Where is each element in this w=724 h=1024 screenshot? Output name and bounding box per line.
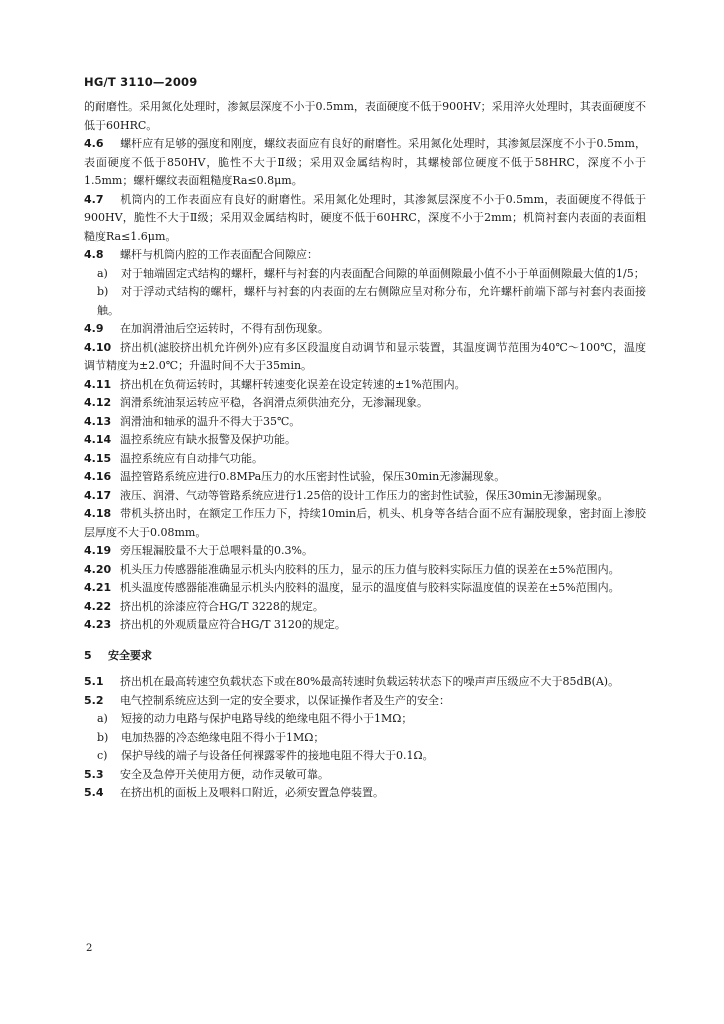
clause-number: 5.4 <box>84 786 104 799</box>
clause-number: 4.15 <box>84 451 112 465</box>
clause-number: 4.22 <box>84 599 112 613</box>
clause-text: 在加润滑油后空运转时，不得有刮伤现象。 <box>120 322 329 335</box>
clause-text: 螺杆与机筒内腔的工作表面配合间隙应： <box>120 248 318 261</box>
clause-text: 机头温度传感器能准确显示机头内胶料的温度，显示的温度值与胶料实际温度值的误差在±5%范围内。 <box>120 581 620 594</box>
list-item <box>84 747 646 766</box>
list-item-label: a) <box>97 712 108 725</box>
clause-number: 4.13 <box>84 414 112 428</box>
clause-number: 4.14 <box>84 433 112 446</box>
document-body <box>84 98 646 803</box>
list-item-label: b) <box>97 285 109 298</box>
clause-number: 4.23 <box>84 618 112 631</box>
clause-text: 润滑油和轴承的温升不得大于35℃。 <box>120 414 301 428</box>
clause-text: 挤出机的涂漆应符合HG/T 3228的规定。 <box>120 599 324 613</box>
clause-number: 4.11 <box>84 377 112 391</box>
section-number: 5 <box>84 648 92 662</box>
clause-text: 温控管路系统应进行0.8MPa压力的水压密封性试验，保压30min无渗漏现象。 <box>120 470 506 483</box>
clause-number: 4.17 <box>84 488 112 502</box>
clause-item <box>84 542 646 561</box>
clause-item <box>84 616 646 635</box>
clause-text: 液压、润滑、气动等管路系统应进行1.25倍的设计工作压力的密封性试验，保压30min无渗漏现象。 <box>120 488 609 502</box>
clause-item <box>84 468 646 487</box>
clause-text: 螺杆应有足够的强度和刚度，螺纹表面应有良好的耐磨性。采用氮化处理时，其渗氮层深度不小于0.5mm，表面硬度不低于850HV，脆性不大于Ⅱ级；采用双金属结构时，其螺棱部位硬度不低于58HRC，深度不小于1.5mm；螺杆螺纹表面粗糙度Ra≤0.8μm。 <box>84 137 646 187</box>
clause-item <box>84 598 646 617</box>
paragraph-continuation: 的耐磨性。采用氮化处理时，渗氮层深度不小于0.5mm，表面硬度不低于900HV；采用淬火处理时，其表面硬度不低于60HRC。 <box>84 100 646 132</box>
clause-item <box>84 579 646 598</box>
clause-number: 4.16 <box>84 470 112 483</box>
clause-number: 4.20 <box>84 562 112 576</box>
list-item-text: 对于浮动式结构的螺杆，螺杆与衬套的内表面的左右侧隙应呈对称分布，允许螺杆前端下部与衬套内表面接触。 <box>97 285 646 317</box>
clause-item <box>84 191 646 247</box>
clause-text: 旁压辊漏胶量不大于总喂料量的0.3%。 <box>120 544 313 557</box>
clause-text: 带机头挤出时，在额定工作压力下，持续10min后，机头、机身等各结合面不应有漏胶现象，密封面上渗胶层厚度不大于0.08mm。 <box>84 507 646 539</box>
clause-item <box>84 673 646 692</box>
clause-item <box>84 784 646 803</box>
clause-item <box>84 766 646 785</box>
clause-text: 机头压力传感器能准确显示机头内胶料的压力，显示的压力值与胶料实际压力值的误差在±5%范围内。 <box>120 562 620 576</box>
clause-item <box>84 246 646 265</box>
clause-item <box>84 431 646 450</box>
clause-number: 5.2 <box>84 693 104 707</box>
clause-number: 4.18 <box>84 507 112 520</box>
clause-text: 挤出机(滤胶挤出机允许例外)应有多区段温度自动调节和显示装置，其温度调节范围为40℃～100℃，温度调节精度为±2.0℃；升温时间不大于35min。 <box>84 340 646 372</box>
clause-number: 5.3 <box>84 767 104 781</box>
clause-number: 4.7 <box>84 192 104 206</box>
list-item-text: 对于轴端固定式结构的螺杆，螺杆与衬套的内表面配合间隙的单面侧隙最小值不小于单面侧隙最大值的1/5； <box>121 266 645 280</box>
list-item-label: b) <box>97 730 109 744</box>
clause-item <box>84 561 646 580</box>
clause-number: 4.10 <box>84 340 112 354</box>
clause-item <box>84 339 646 376</box>
clause-item <box>84 376 646 395</box>
clause-number: 4.6 <box>84 137 104 150</box>
section-heading <box>84 647 646 666</box>
clause-text: 挤出机在最高转速空负载状态下或在80%最高转速时负载运转状态下的噪声声压级应不大于85dB(A)。 <box>120 675 620 688</box>
list-item-text: 短接的动力电路与保护电路导线的绝缘电阻不得小于1MΩ； <box>121 712 413 725</box>
list-item-text: 保护导线的端子与设备任何裸露零件的接地电阻不得大于0.1Ω。 <box>121 749 434 762</box>
list-item <box>84 283 646 320</box>
clause-text: 挤出机的外观质量应符合HG/T 3120的规定。 <box>120 618 346 631</box>
clause-number: 4.12 <box>84 396 112 409</box>
clause-item <box>84 692 646 711</box>
clause-item <box>84 487 646 506</box>
clause-number: 4.8 <box>84 248 104 261</box>
list-item <box>84 265 646 284</box>
clause-item <box>84 413 646 432</box>
clause-text: 在挤出机的面板上及喂料口附近，必须安置急停装置。 <box>120 786 384 799</box>
clause-text: 温控系统应有自动排气功能。 <box>120 451 263 465</box>
clause-number: 4.19 <box>84 544 112 557</box>
clause-text: 机筒内的工作表面应有良好的耐磨性。采用氮化处理时，其渗氮层深度不小于0.5mm，表面硬度不得低于900HV，脆性不大于Ⅱ级；采用双金属结构时，硬度不低于60HRC，深度不小于2mm；机筒衬套内表面的表面粗糙度Ra≤1.6μm。 <box>84 192 646 243</box>
clause-text: 安全及急停开关使用方便，动作灵敏可靠。 <box>120 767 329 781</box>
clause-number: 4.9 <box>84 322 104 335</box>
clause-item <box>84 450 646 469</box>
clause-number: 5.1 <box>84 675 104 688</box>
list-item-text: 电加热器的冷态绝缘电阻不得小于1MΩ； <box>121 730 325 744</box>
clause-item <box>84 394 646 413</box>
list-item <box>84 710 646 729</box>
list-item-label: a) <box>97 266 108 280</box>
document-header: HG/T 3110—2009 <box>84 75 198 89</box>
clause-item <box>84 505 646 542</box>
clause-item <box>84 320 646 339</box>
clause-text: 温控系统应有缺水报警及保护功能。 <box>120 433 296 446</box>
page-number: 2 <box>86 943 93 954</box>
list-item <box>84 729 646 748</box>
clause-text: 润滑系统油泵运转应平稳，各润滑点须供油充分，无渗漏现象。 <box>120 396 428 409</box>
section-title: 安全要求 <box>108 648 152 662</box>
list-item-label: c) <box>97 749 108 762</box>
clause-text: 电气控制系统应达到一定的安全要求，以保证操作者及生产的安全： <box>120 693 450 707</box>
clause-number: 4.21 <box>84 581 112 594</box>
clause-item <box>84 135 646 191</box>
clause-text: 挤出机在负荷运转时，其螺杆转速变化误差在设定转速的±1%范围内。 <box>120 377 466 391</box>
